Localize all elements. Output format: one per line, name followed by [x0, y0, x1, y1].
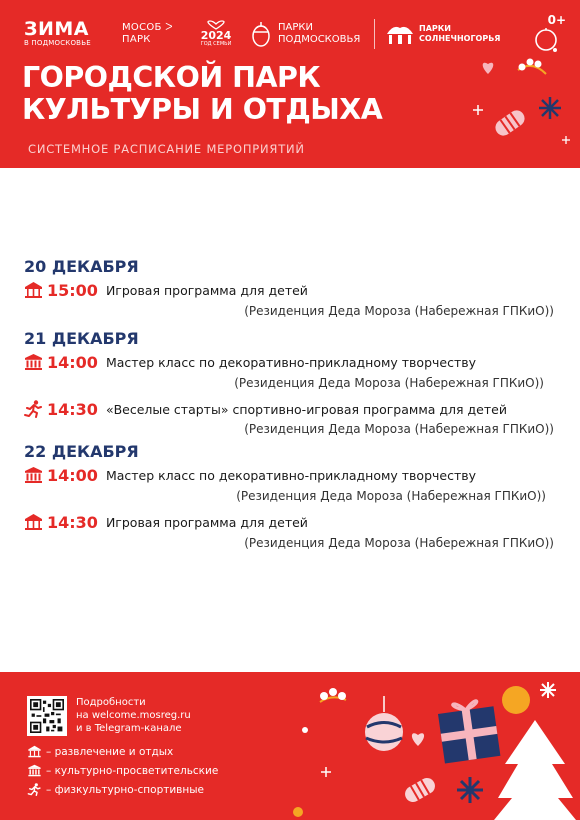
- winter-decoration: [290, 672, 580, 820]
- runner-icon: [26, 783, 43, 796]
- mosobpark-logo-line1: МОСОБ: [122, 22, 162, 33]
- event-location: (Резиденция Деда Мороза (Набережная ГПКиО)): [234, 376, 544, 390]
- event-title: Мастер класс по декоративно-прикладному творчеству: [105, 354, 476, 370]
- year-of-family-caption: ГОД СЕМЬИ: [200, 41, 232, 47]
- header-banner: [0, 0, 580, 168]
- event-title: «Веселые старты» спортивно-игровая программа для детей: [105, 401, 507, 417]
- legend-label: – физкультурно-спортивные: [46, 783, 204, 796]
- age-rating-badge: 0+: [547, 13, 566, 27]
- logo-divider: [374, 19, 375, 49]
- event-row: [24, 280, 308, 300]
- event-title: Игровая программа для детей: [105, 514, 308, 530]
- parki-solnechnogorya-line2: СОЛНЕЧНОГОРЬЯ: [419, 34, 501, 43]
- footer-banner: [0, 672, 580, 820]
- more-info-link[interactable]: на welcome.mosreg.ru: [76, 710, 191, 721]
- parki-podmoskovya-line1: ПАРКИ: [278, 22, 313, 33]
- more-info-line3: и в Telegram-канале: [76, 723, 182, 734]
- zima-logo-title: ЗИМА: [24, 18, 90, 40]
- event-location: (Резиденция Деда Мороза (Набережная ГПКиО)): [244, 422, 554, 436]
- event-title: Мастер класс по декоративно-прикладному творчеству: [105, 467, 476, 483]
- zima-logo: [24, 20, 102, 48]
- museum-icon: [24, 353, 43, 371]
- legend-cultural: [26, 764, 218, 777]
- acorn-icon: [250, 20, 272, 48]
- legend-entertainment: [26, 745, 173, 758]
- pavilion-icon: [385, 22, 415, 46]
- legend-label: – развлечение и отдых: [46, 745, 174, 758]
- event-row: [24, 399, 507, 419]
- event-time: 14:30: [47, 399, 98, 419]
- parki-solnechnogorya-line1: ПАРКИ: [419, 24, 451, 33]
- event-time: 14:00: [47, 352, 98, 372]
- museum-icon: [24, 466, 43, 484]
- carousel-icon: [26, 745, 43, 758]
- more-info: [76, 696, 191, 735]
- partner-logos: [24, 14, 500, 54]
- event-time: 14:30: [47, 512, 98, 532]
- day-heading: 20 ДЕКАБРЯ: [24, 257, 139, 276]
- parki-podmoskovya-logo: [250, 20, 368, 48]
- qr-code-icon[interactable]: [27, 696, 67, 736]
- more-info-line1: Подробности: [76, 697, 146, 708]
- page-title: [22, 62, 382, 126]
- year-of-family-logo: [194, 20, 238, 48]
- legend-sports: [26, 783, 204, 796]
- event-time: 14:00: [47, 465, 98, 485]
- event-location: (Резиденция Деда Мороза (Набережная ГПКиО)): [244, 536, 554, 550]
- museum-icon: [26, 764, 43, 777]
- mosobpark-logo-line2: ПАРК: [122, 34, 151, 45]
- event-location: (Резиденция Деда Мороза (Набережная ГПКиО)): [244, 304, 554, 318]
- day-heading: 21 ДЕКАБРЯ: [24, 329, 139, 348]
- zima-logo-caption: В ПОДМОСКОВЬЕ: [24, 39, 91, 47]
- parki-podmoskovya-line2: ПОДМОСКОВЬЯ: [278, 34, 361, 45]
- legend-label: – культурно-просветительские: [46, 764, 219, 777]
- event-row: [24, 352, 476, 372]
- event-title: Игровая программа для детей: [105, 282, 308, 298]
- day-heading: 22 ДЕКАБРЯ: [24, 442, 139, 461]
- runner-icon: [24, 400, 43, 418]
- event-location: (Резиденция Деда Мороза (Набережная ГПКиО)): [236, 489, 546, 503]
- page-subtitle: СИСТЕМНОЕ РАСПИСАНИЕ МЕРОПРИЯТИЙ: [28, 142, 305, 156]
- arrow-icon: ᐳ: [161, 22, 173, 33]
- ornament-decoration: [470, 28, 580, 168]
- year-of-family-year: 2024: [200, 29, 232, 42]
- page-title-line1: ГОРОДСКОЙ ПАРК: [22, 61, 321, 94]
- mosobpark-logo: [122, 22, 184, 46]
- page-title-line2: КУЛЬТУРЫ И ОТДЫХА: [22, 93, 383, 126]
- event-time: 15:00: [47, 280, 98, 300]
- carousel-icon: [24, 513, 43, 531]
- event-row: [24, 465, 476, 485]
- event-row: [24, 512, 308, 532]
- carousel-icon: [24, 281, 43, 299]
